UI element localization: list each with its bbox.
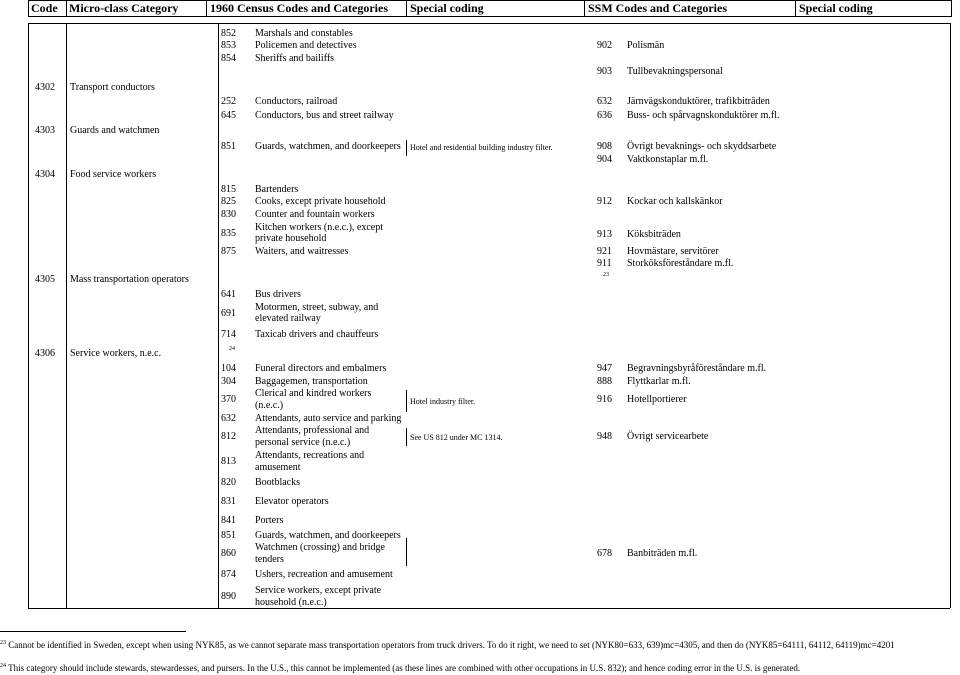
census-label: Guards, watchmen, and doorkeepers [255,141,401,152]
census-label-line1: Watchmen (crossing) and bridge [255,542,385,553]
ssm-label: Storköksföreståndare m.fl. [627,258,734,269]
footnote-23 [0,640,960,651]
census-code: 890 [221,591,236,602]
ssm-code: 636 [597,110,612,121]
census-code: 825 [221,196,236,207]
census-label: Funeral directors and embalmers [255,363,387,374]
category-code: 4304 [35,169,55,180]
header-ssm: SSM Codes and Categories [588,1,728,15]
ssm-code: 916 [597,394,612,405]
census-code: 831 [221,496,236,507]
census-label-line1: Motormen, street, subway, and [255,302,379,313]
census-label-line1: Attendants, professional and [255,425,370,436]
census-label: Conductors, bus and street railway [255,110,394,121]
census-code: 714 [221,329,236,340]
census-code: 815 [221,184,236,195]
ssm-label: Järnvägskonduktörer, trafikbiträden [627,96,770,107]
census-code: 104 [221,363,236,374]
ssm-label: Vaktkonstaplar m.fl. [627,154,709,165]
census-code: 853 [221,40,236,51]
category-label: Food service workers [70,169,157,180]
footnote-mark-24: 24 [229,346,235,352]
census-label-line2: elevated railway [255,313,321,324]
special-coding-note: See US 812 under MC 1314. [410,433,503,442]
ssm-label: Begravningsbyråföreståndare m.fl. [627,363,767,374]
header-census: 1960 Census Codes and Categories [210,1,389,15]
census-code: 852 [221,28,236,39]
ssm-code: 904 [597,154,612,165]
header-code: Code [31,1,58,15]
census-label: Counter and fountain workers [255,209,375,220]
ssm-label: Övrigt bevaknings- och skyddsarbete [627,141,777,152]
category-code: 4303 [35,125,55,136]
footnote-rule [0,631,186,632]
census-label: Elevator operators [255,496,329,507]
ssm-code: 888 [597,376,612,387]
census-label: Porters [255,515,284,526]
ssm-code: 678 [597,548,612,559]
census-code: 691 [221,308,236,319]
census-code: 874 [221,569,236,580]
census-code: 875 [221,246,236,257]
category-label: Transport conductors [70,82,155,93]
category-label: Mass transportation operators [70,274,189,285]
census-code: 813 [221,456,236,467]
census-label-line2: private household [255,233,327,244]
census-label: Guards, watchmen, and doorkeepers [255,530,401,541]
special-coding-note: Hotel industry filter. [410,397,476,406]
category-code: 4306 [35,348,55,359]
census-label-line1: Kitchen workers (n.e.c.), except [255,222,383,233]
census-label: Bus drivers [255,289,301,300]
census-label: Conductors, railroad [255,96,338,107]
census-code: 851 [221,530,236,541]
ssm-code: 911 [597,258,612,269]
header-special-2: Special coding [799,1,873,15]
ssm-code: 908 [597,141,612,152]
census-label-line1: Service workers, except private [255,585,382,596]
census-label: Baggagemen, transportation [255,376,368,387]
footnote-number: 23 [0,640,6,646]
census-label: Cooks, except private household [255,196,386,207]
census-label: Sheriffs and bailiffs [255,53,335,64]
census-label-line1: Clerical and kindred workers [255,388,372,399]
ssm-code: 902 [597,40,612,51]
census-code: 820 [221,477,236,488]
ssm-code: 912 [597,196,612,207]
census-code: 841 [221,515,236,526]
census-label-line2: personal service (n.e.c.) [255,437,351,448]
census-label: Bartenders [255,184,299,195]
footnote-text: Cannot be identified in Sweden, except when using NYK85, as we cannot separate mass transportation operators from truck drivers. To do it right, we need to set (NYK80=633, 639)mc=4305, and then do (NYK85=64111, 64112, 64119)mc=4201 [8,640,895,650]
ssm-label: Polismän [627,40,665,51]
table-header [28,0,952,17]
census-code: 830 [221,209,236,220]
ssm-label: Banbiträden m.fl. [627,548,698,559]
ssm-label: Köksbiträden [627,229,681,240]
census-label: Marshals and constables [255,28,353,39]
census-code: 252 [221,96,236,107]
footnote-number: 24 [0,663,6,669]
ssm-label: Övrigt servicearbete [627,431,709,442]
census-code: 370 [221,394,236,405]
census-label-line2: (n.e.c.) [255,400,284,411]
ssm-code: 632 [597,96,612,107]
special-coding-note: Hotel and residential building industry filter. [410,143,553,152]
header-special-1: Special coding [410,1,484,15]
footnote-text: This category should include stewards, stewardesses, and pursers. In the U.S., this cannot be implemented (as these lines are combined with other occupations in U.S. 832); and hence coding error in the U.S. is generated. [8,663,801,673]
ssm-code: 948 [597,431,612,442]
census-code: 812 [221,431,236,442]
category-label: Guards and watchmen [70,125,160,136]
ssm-label: Hovmästare, servitörer [627,246,719,257]
census-label: Waiters, and waitresses [255,246,349,257]
category-code: 4302 [35,82,55,93]
census-code: 835 [221,228,236,239]
ssm-label: Flyttkarlar m.fl. [627,376,691,387]
census-code: 851 [221,141,236,152]
census-label: Ushers, recreation and amusement [255,569,393,580]
footnote-24 [0,663,960,674]
ssm-code: 921 [597,246,612,257]
category-label: Service workers, n.e.c. [70,348,162,359]
census-code: 645 [221,110,236,121]
census-label-line2: tenders [255,554,284,565]
category-code: 4305 [35,274,55,285]
footnote-mark-23: 23 [603,272,609,278]
ssm-code: 903 [597,66,612,77]
header-micro-class: Micro-class Category [69,1,179,15]
census-code: 854 [221,53,236,64]
census-code: 304 [221,376,236,387]
ssm-code: 947 [597,363,612,374]
census-code: 632 [221,413,236,424]
census-label: Bootblacks [255,477,300,488]
census-label-line1: Attendants, recreations and [255,450,365,461]
census-code: 860 [221,548,236,559]
ssm-label: Hotellportierer [627,394,687,405]
census-label-line2: household (n.e.c.) [255,597,327,608]
ssm-label: Buss- och spårvagnskonduktörer m.fl. [627,110,780,121]
census-label: Attendants, auto service and parking [255,413,402,424]
ssm-label: Kockar och kallskänkor [627,196,723,207]
ssm-code: 913 [597,229,612,240]
ssm-label: Tullbevakningspersonal [627,66,723,77]
census-label: Taxicab drivers and chauffeurs [255,329,379,340]
census-code: 641 [221,289,236,300]
census-label: Policemen and detectives [255,40,357,51]
census-label-line2: amusement [255,462,301,473]
